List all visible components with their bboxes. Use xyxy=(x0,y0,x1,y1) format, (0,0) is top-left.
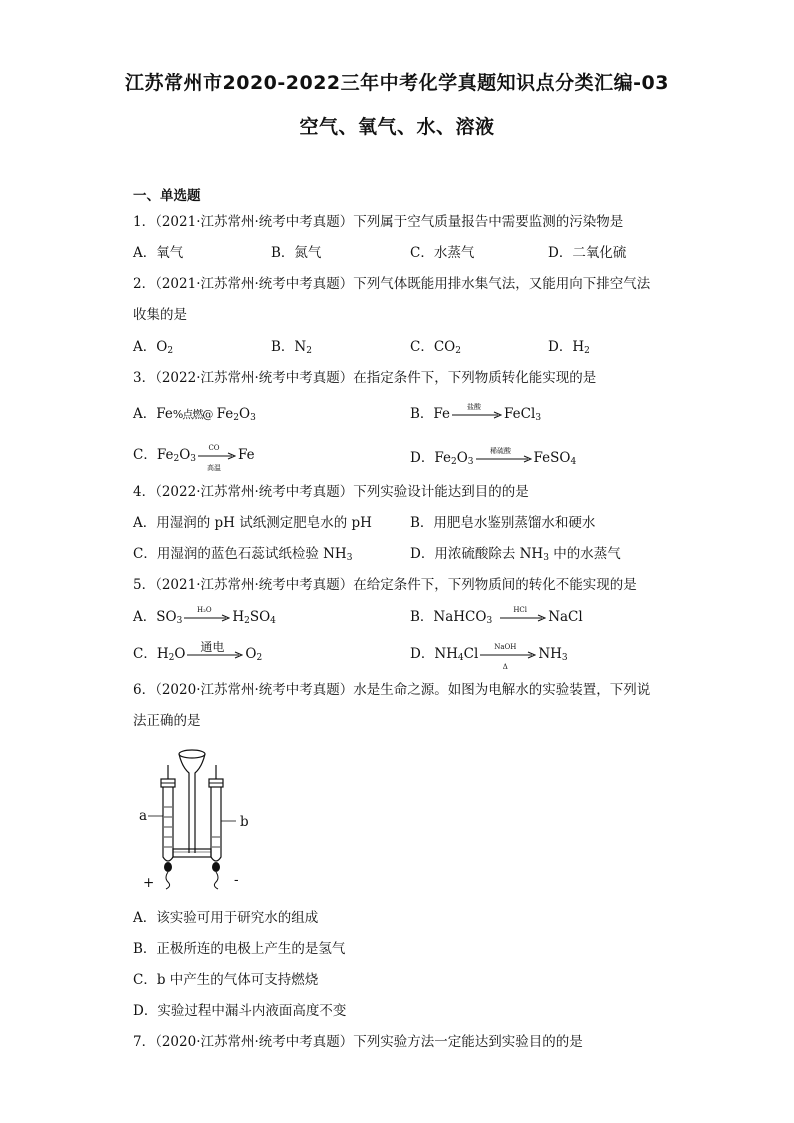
reaction-arrow-icon: H₂O xyxy=(184,614,230,622)
reaction-arrow-icon: CO 高温 xyxy=(198,452,236,460)
q6-option-a: A．该实验可用于研究水的组成 xyxy=(133,910,319,926)
q6-option-c: C．b 中产生的气体可支持燃烧 xyxy=(133,972,319,988)
q1-option-b: B．氮气 xyxy=(271,245,322,261)
q1-option-a: A．氧气 xyxy=(133,245,184,261)
q3-option-c: C．$Fe_2O_3$ CO 高温 Fe xyxy=(133,443,255,472)
q3-option-d: D．$Fe_2O_3$ 稀硫酸 FeSO$_4$ xyxy=(410,446,577,467)
q4-option-d: D．用浓硫酸除去 $NH_3$ 中的水蒸气 xyxy=(410,546,621,563)
q3-garbled-arrow: %点燃@ xyxy=(172,408,213,421)
q7-stem: 7．（2020·江苏常州·统考中考真题）下列实验方法一定能达到实验目的的是 xyxy=(133,1034,583,1050)
negative-terminal-label: - xyxy=(234,872,239,888)
q1-option-d: D．二氧化硫 xyxy=(548,245,627,261)
section-heading: 一、单选题 xyxy=(133,188,201,204)
q5-option-b: B．NaHCO$_3$ HCl NaCl xyxy=(410,605,583,626)
q6-stem-line1: 6．（2020·江苏常州·统考中考真题）水是生命之源。如图为电解水的实验装置，下列说 xyxy=(133,682,651,698)
q3-option-a: A．Fe%点燃@ $Fe_2O_3$ xyxy=(133,406,256,423)
q6-option-b: B．正极所连的电极上产生的是氢气 xyxy=(133,941,346,957)
reaction-arrow-icon: 稀硫酸 xyxy=(476,455,532,463)
q2-option-d: D．$H_2$ xyxy=(548,339,590,356)
q4-option-c: C．用湿润的蓝色石蕊试纸检验 $NH_3$ xyxy=(133,546,353,563)
q5-option-d: D．$NH_4Cl$ NaOH Δ $NH_3$ xyxy=(410,642,568,671)
q4-stem: 4．（2022·江苏常州·统考中考真题）下列实验设计能达到目的的是 xyxy=(133,484,529,500)
reaction-arrow-icon: NaOH Δ xyxy=(480,651,536,659)
q4-option-b: B．用肥皂水鉴别蒸馏水和硬水 xyxy=(410,515,596,531)
q4-option-a: A．用湿润的 pH 试纸测定肥皂水的 pH xyxy=(133,515,372,531)
q5-stem: 5．（2021·江苏常州·统考中考真题）在给定条件下，下列物质间的转化不能实现的是 xyxy=(133,577,637,593)
document-title-line2: 空气、氧气、水、溶液 xyxy=(299,116,495,138)
reaction-arrow-icon: HCl xyxy=(500,614,546,622)
q2-stem-line2: 收集的是 xyxy=(133,307,187,323)
q5-option-c: C．$H_2O$ 通电 $O_2$ xyxy=(133,639,263,663)
reaction-arrow-icon: 通电 xyxy=(187,651,243,659)
positive-terminal-label: + xyxy=(143,875,155,891)
q6-option-d: D．实验过程中漏斗内液面高度不变 xyxy=(133,1003,347,1019)
q2-option-b: B．$N_2$ xyxy=(271,339,312,356)
q3-stem: 3．（2022·江苏常州·统考中考真题）在指定条件下，下列物质转化能实现的是 xyxy=(133,370,597,386)
q1-option-c: C．水蒸气 xyxy=(410,245,475,261)
q2-option-a: A．$O_2$ xyxy=(133,339,174,356)
tube-a-label: a xyxy=(139,808,148,824)
reaction-arrow-icon: 盐酸 xyxy=(452,411,502,419)
q2-option-c: C．$CO_2$ xyxy=(410,339,461,356)
tube-b-label: b xyxy=(240,814,249,830)
q6-stem-line2: 法正确的是 xyxy=(133,713,201,729)
q5-option-a: A．$SO_3$ H₂O $H_2SO_4$ xyxy=(133,605,276,626)
q2-stem-line1: 2．（2021·江苏常州·统考中考真题）下列气体既能用排水集气法，又能用向下排空气法 xyxy=(133,276,651,292)
q3-option-b: B．Fe 盐酸 FeCl$_3$ xyxy=(410,402,542,423)
q1-stem: 1．（2021·江苏常州·统考中考真题）下列属于空气质量报告中需要监测的污染物是 xyxy=(133,214,624,230)
document-title-line1: 江苏常州市2020-2022三年中考化学真题知识点分类汇编-03 xyxy=(125,72,669,94)
